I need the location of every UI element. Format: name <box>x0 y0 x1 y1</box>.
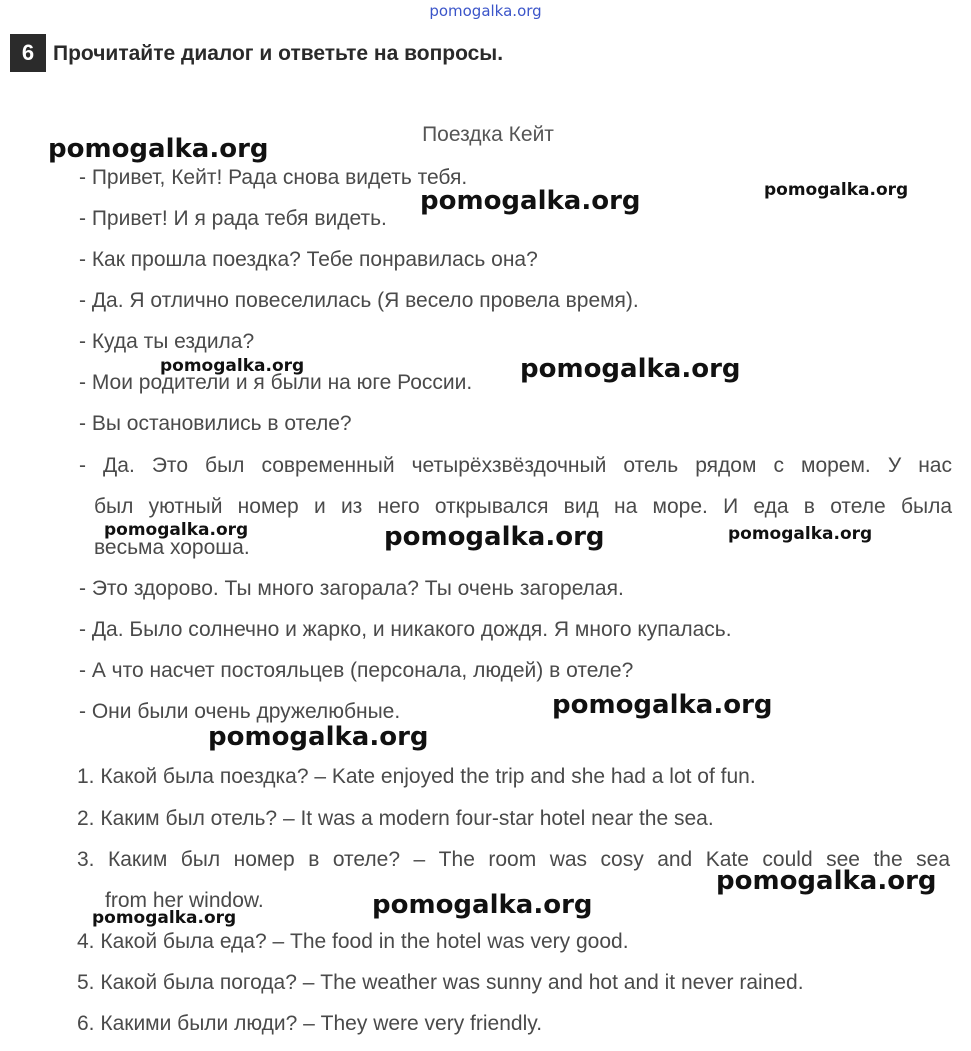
watermark: pomogalka.org <box>92 908 237 928</box>
dialogue-line-continued: был уютный номер и из него открывался вид на море. И еда в отеле была <box>94 495 952 518</box>
question-answer: 5. Какой была погода? – The weather was sunny and hot and it never rained. <box>77 971 804 994</box>
dialogue-line: - Вы остановились в отеле? <box>79 412 352 435</box>
watermark: pomogalka.org <box>208 722 429 752</box>
story-title: Поездка Кейт <box>422 123 554 146</box>
watermark: pomogalka.org <box>420 186 641 216</box>
watermark: pomogalka.org <box>520 354 741 384</box>
watermark: pomogalka.org <box>104 520 249 540</box>
task-title: Прочитайте диалог и ответьте на вопросы. <box>53 42 504 65</box>
task-number-badge: 6 <box>10 34 46 72</box>
question-answer: 2. Каким был отель? – It was a modern four-star hotel near the sea. <box>77 807 714 830</box>
site-header-link[interactable]: pomogalka.org <box>429 2 542 20</box>
question-answer: 6. Какими были люди? – They were very friendly. <box>77 1012 543 1035</box>
dialogue-line: - Привет! И я рада тебя видеть. <box>79 207 387 230</box>
watermark: pomogalka.org <box>716 866 937 896</box>
question-answer: 1. Какой была поездка? – Kate enjoyed the trip and she had a lot of fun. <box>77 765 756 788</box>
dialogue-line: - Это здорово. Ты много загорала? Ты очень загорелая. <box>79 577 624 600</box>
question-answer: 4. Какой была еда? – The food in the hotel was very good. <box>77 930 629 953</box>
dialogue-line: - А что насчет постояльцев (персонала, людей) в отеле? <box>79 659 634 682</box>
dialogue-line: - Они были очень дружелюбные. <box>79 700 401 723</box>
question-answer: 3. Каким был номер в отеле? – The room was cosy and Kate could see the sea <box>77 848 950 871</box>
watermark: pomogalka.org <box>48 134 269 164</box>
watermark: pomogalka.org <box>728 524 873 544</box>
watermark: pomogalka.org <box>384 522 605 552</box>
dialogue-line: - Куда ты ездила? <box>79 330 255 353</box>
dialogue-line: - Да. Было солнечно и жарко, и никакого дождя. Я много купалась. <box>79 618 732 641</box>
dialogue-line: - Да. Я отлично повеселилась (Я весело провела время). <box>79 289 639 312</box>
dialogue-line-continued: весьма хороша. <box>94 536 250 559</box>
watermark: pomogalka.org <box>372 890 593 920</box>
dialogue-line: - Мои родители и я были на юге России. <box>79 371 473 394</box>
watermark: pomogalka.org <box>552 690 773 720</box>
dialogue-line: - Да. Это был современный четырёхзвёздочный отель рядом с морем. У нас <box>79 454 952 477</box>
dialogue-line: - Как прошла поездка? Тебе понравилась она? <box>79 248 538 271</box>
watermark: pomogalka.org <box>160 356 305 376</box>
watermark: pomogalka.org <box>764 180 909 200</box>
dialogue-line: - Привет, Кейт! Рада снова видеть тебя. <box>79 166 468 189</box>
question-answer-continued: from her window. <box>105 889 264 912</box>
